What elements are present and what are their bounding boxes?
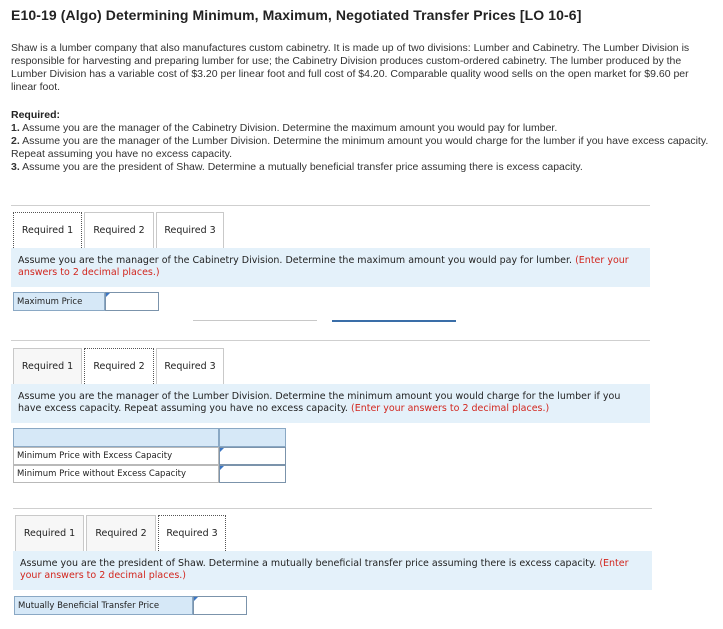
tab-bar-3 <box>15 515 228 551</box>
divider <box>11 340 650 341</box>
next-nav-line[interactable] <box>332 320 456 322</box>
tab-required-3[interactable]: Required 3 <box>156 348 224 384</box>
decimal-note: (Enter your answers to 2 decimal places.) <box>351 403 550 414</box>
problem-intro: Shaw is a lumber company that also manufactures custom cabinetry. It is made up of two divisions: Lumber and Cabinetry. The Lumber Division is responsible for harvesting and preparing lumber for use; the Cabinetry Division produces custom-ordered cabinetry. The lumber produced by the Lumber Division has a variable cost of $3.20 per linear foot and full cost of $4.20. Comparable quality wood sells on the open market for $9.60 per linear foot. <box>11 42 690 93</box>
tab-required-2[interactable]: Required 2 <box>84 212 154 248</box>
maximum-price-field[interactable] <box>106 296 158 313</box>
min-price-no-excess-input[interactable] <box>219 465 286 483</box>
tab-required-3[interactable]: Required 3 <box>156 212 224 248</box>
table-header-blank <box>13 428 219 447</box>
instruction-text: Assume you are the president of Shaw. Determine a mutually beneficial transfer price assuming there is excess capacity. <box>20 558 597 569</box>
requirement-item: 2. Assume you are the manager of the Lumber Division. Determine the minimum amount you would charge for the lumber if you have excess capacity. Repeat assuming you have no excess capacity. <box>11 135 709 160</box>
tab-required-1[interactable]: Required 1 <box>13 348 82 384</box>
min-price-no-excess-label: Minimum Price without Excess Capacity <box>13 465 219 483</box>
table-header-blank <box>219 428 286 447</box>
problem-title: E10-19 (Algo) Determining Minimum, Maximum, Negotiated Transfer Prices [LO 10-6] <box>11 7 582 23</box>
tab-required-2[interactable]: Required 2 <box>86 515 156 551</box>
divider <box>11 205 650 206</box>
instruction-panel-2 <box>11 384 650 423</box>
tab-bar-2 <box>13 348 226 384</box>
instruction-text: Assume you are the manager of the Lumber Division. Determine the minimum amount you would charge for the lumber if you have excess capacity. Repeat assuming you have no excess capacity. <box>18 391 621 414</box>
maximum-price-input[interactable] <box>105 292 159 311</box>
transfer-price-field[interactable] <box>194 600 246 617</box>
requirements-list <box>11 122 711 174</box>
tab-bar-1 <box>13 212 226 248</box>
min-price-no-excess-field[interactable] <box>220 469 285 485</box>
instruction-panel-1 <box>11 248 650 287</box>
tab-required-2[interactable]: Required 2 <box>84 348 154 384</box>
prev-nav-line[interactable] <box>193 320 317 321</box>
required-heading: Required: <box>11 109 61 121</box>
tab-required-1[interactable]: Required 1 <box>13 212 82 248</box>
transfer-price-input[interactable] <box>193 596 247 615</box>
min-price-excess-label: Minimum Price with Excess Capacity <box>13 447 219 465</box>
transfer-price-label: Mutually Beneficial Transfer Price <box>14 596 193 615</box>
tab-required-3[interactable]: Required 3 <box>158 515 226 551</box>
maximum-price-label: Maximum Price <box>13 292 105 311</box>
instruction-panel-3 <box>13 551 652 590</box>
decimal-note: (Enter your answers to 2 decimal places.) <box>18 255 629 278</box>
tab-required-1[interactable]: Required 1 <box>15 515 84 551</box>
decimal-note: (Enter your answers to 2 decimal places.) <box>20 558 629 581</box>
min-price-excess-input[interactable] <box>219 447 286 465</box>
requirement-item: 1. Assume you are the manager of the Cabinetry Division. Determine the maximum amount you would pay for lumber. <box>11 122 558 134</box>
requirement-item: 3. Assume you are the president of Shaw. Determine a mutually beneficial transfer price assuming there is excess capacity. <box>11 161 583 173</box>
instruction-text: Assume you are the manager of the Cabinetry Division. Determine the maximum amount you would pay for lumber. <box>18 255 573 266</box>
divider <box>13 508 652 509</box>
